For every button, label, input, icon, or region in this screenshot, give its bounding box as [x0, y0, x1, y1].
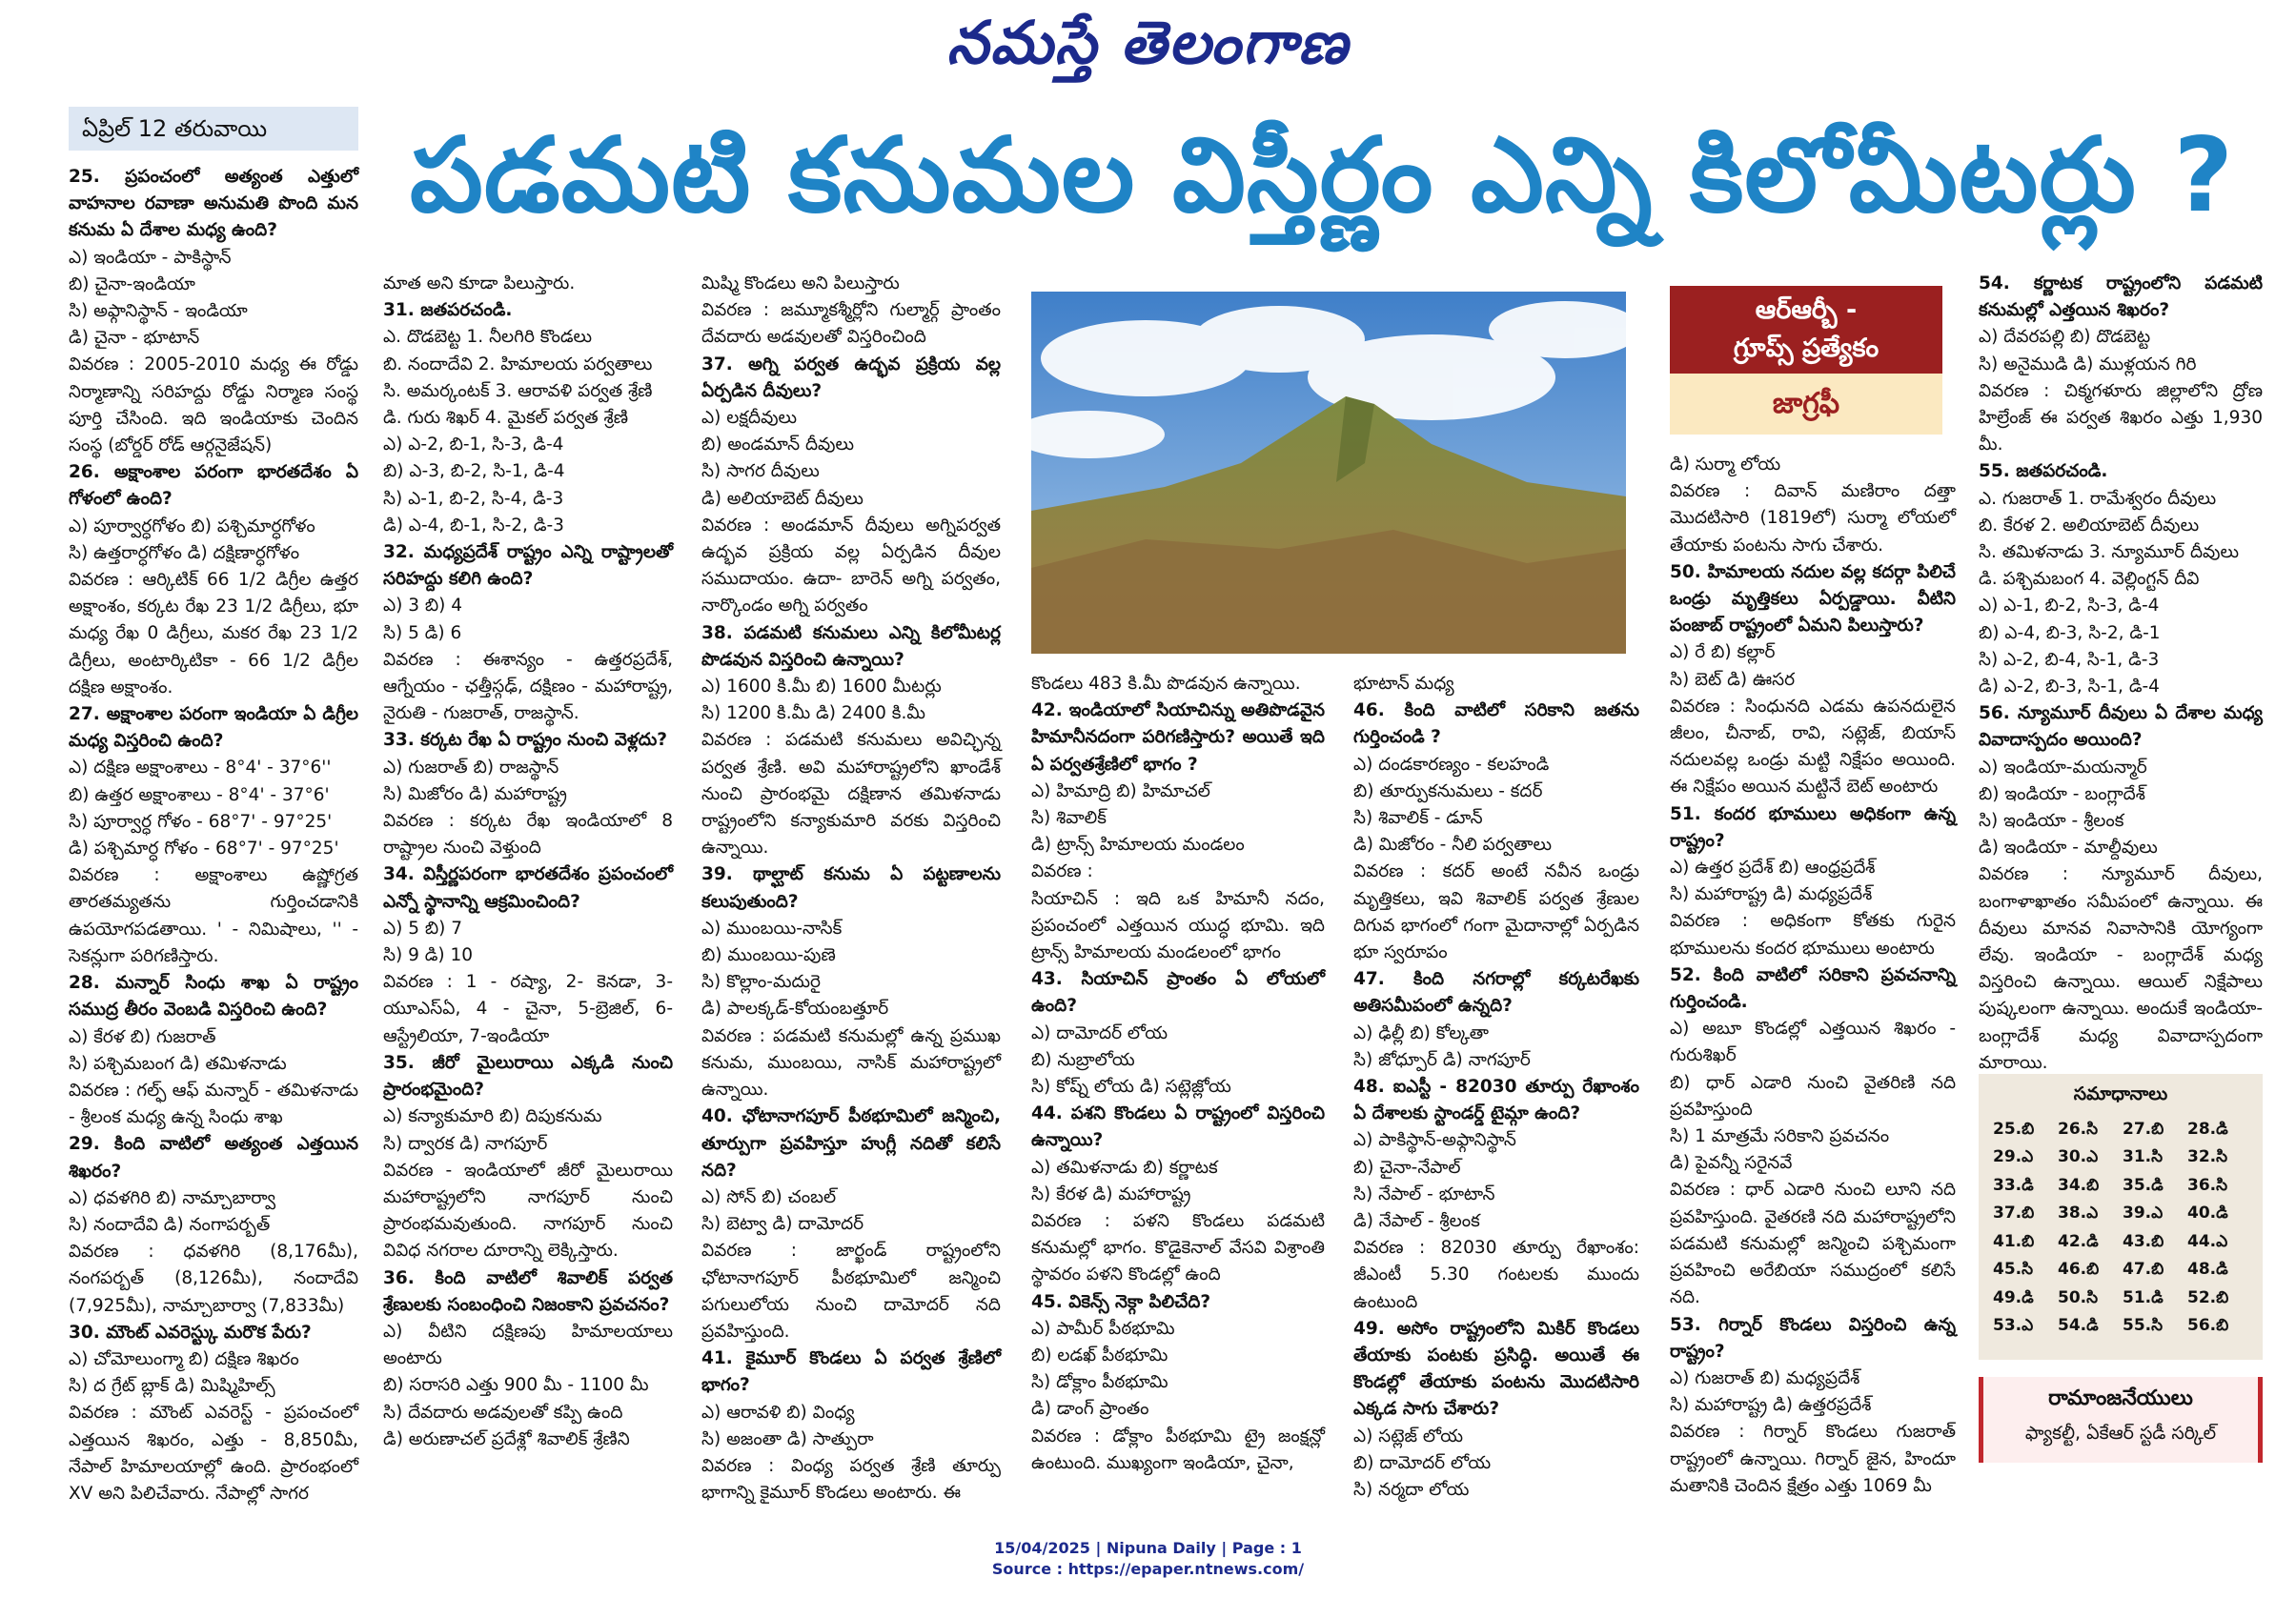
answer-cell: 33.డి — [1993, 1175, 2034, 1195]
question-line: సి) 5 డి) 6 — [383, 622, 462, 643]
question-line: సి) కొల్లాం-మదురై — [701, 972, 821, 993]
column-3 — [701, 271, 1001, 1504]
question-line: సి) ద గ్రేట్ బ్లాక్ డి) మిష్మిహిల్స్ — [69, 1376, 275, 1397]
answer-cell: 44.ఎ — [2187, 1231, 2228, 1251]
answer-cell: 46.బి — [2058, 1260, 2100, 1280]
question-line: ఎ) సట్లెజ్ లోయ — [1353, 1426, 1464, 1446]
question-line: ఎ) దేవరపల్లి బి) దొడబెట్ట — [1979, 327, 2151, 348]
question-line: సి. అమర్కంటక్ 3. ఆరావళి పర్వత శ్రేణి — [383, 380, 653, 401]
question-line: 51. కందర భూములు అధికంగా ఉన్న రాష్ట్రం? — [1670, 803, 1956, 851]
question-line: సి) అనైముడి డి) ముళ్లయన గిరి — [1979, 354, 2197, 374]
question-line: 44. పశని కొండలు ఏ రాష్ట్రంలో విస్తరించి ఉన్నాయి? — [1031, 1103, 1325, 1151]
question-line: ఎ) ఇండియా - పాకిస్థాన్ — [69, 247, 232, 268]
question-line: ఎ) రే బి) కల్లార్ — [1670, 642, 1776, 663]
author-box — [1979, 1377, 2263, 1463]
question-line: ఎ) ఎ-2, బి-1, సి-3, డి-4 — [383, 435, 564, 455]
question-line: 31. జతపరచండి. — [383, 300, 513, 321]
answer-row — [1992, 1173, 2251, 1202]
answer-cell: 56.బి — [2187, 1316, 2229, 1336]
question-line: సి) కోష్న్ లోయ డి) సట్లెజ్లోయ — [1031, 1077, 1231, 1098]
question-line: డి) పాలక్కడ్-కోయంబత్తూర్ — [701, 999, 889, 1020]
answer-cell: 47.బి — [2123, 1260, 2164, 1280]
question-line: 43. సియాచిన్ ప్రాంతం ఏ లోయలో ఉంది? — [1031, 969, 1325, 1017]
question-line: 35. జీరో మైలురాయి ఎక్కడి నుంచి ప్రారంభమైంది? — [383, 1052, 673, 1101]
question-line: ఎ) అబూ కొండల్లో ఎత్తయిన శిఖరం - గురుశిఖర్ — [1670, 1019, 1956, 1066]
question-line: సి) మహారాష్ట్ర డి) ఉత్తరప్రదేశ్ — [1670, 1395, 1872, 1416]
question-line: 32. మధ్యప్రదేశ్ రాష్ట్రం ఎన్ని రాష్ట్రాలతో సరిహద్దు కలిగి ఉంది? — [383, 542, 673, 590]
question-line: బి) అండమాన్ దీవులు — [701, 435, 854, 455]
question-line: సి) ఎ-2, బి-4, సి-1, డి-3 — [1979, 649, 2160, 670]
question-line: వివరణ : 2005-2010 మధ్య ఈ రోడ్డు నిర్మాణాన్ని సరిహద్దు రోడ్డు నిర్మాణ సంస్థ పూర్తి చేసింది. ఇది ఇండియాకు చెందిన సంస్థ (బోర్డర్ రోడ్ ఆర్గనైజేషన్) — [69, 354, 358, 456]
question-line: సి) నర్మదా లోయ — [1353, 1480, 1470, 1501]
answer-cell: 26.సి — [2058, 1119, 2099, 1139]
answer-cell: 53.ఎ — [1993, 1316, 2034, 1336]
question-line: సి) దేవదారు అడవులతో కప్పి ఉంది — [383, 1402, 623, 1423]
question-line: బి) ఎ-4, బి-3, సి-2, డి-1 — [1979, 622, 2161, 643]
question-line: బి) సరాసరి ఎత్తు 900 మీ - 1100 మీ — [383, 1375, 649, 1396]
question-line: డి) ఇండియా - మాల్దీవులు — [1979, 838, 2158, 859]
question-line: ఎ) కన్యాకుమారి బి) దిపుకనుమ — [383, 1106, 602, 1127]
question-line: వివరణ : అక్షాంశాలు ఉష్ణోగ్రత తారతమ్యతను గుర్తించడానికి ఉపయోగపడతాయి. ' - నిమిషాలు, '' - సెకన్లుగా పరిగణిస్తారు. — [69, 865, 358, 966]
answer-cell: 55.సి — [2123, 1316, 2164, 1336]
question-line: సి) కేరళ డి) మహారాష్ట్ర — [1031, 1183, 1191, 1204]
answer-cell: 43.బి — [2123, 1231, 2164, 1251]
question-line: బి) దామోదర్ లోయ — [1353, 1452, 1492, 1473]
question-line: 56. న్యూమూర్ దీవులు ఏ దేశాల మధ్య వివాదాస్పదం అయింది? — [1979, 703, 2263, 751]
question-line: ఎ) ధవళగిరి బి) నామ్చాబార్వా — [69, 1187, 276, 1208]
question-line: వివరణ : అండమాన్ దీవులు అగ్నిపర్వత ఉద్భవ ప్రక్రియ వల్ల ఏర్పడిన దీవుల సముదాయం. ఉదా- బారెన్ అగ్ని పర్వతం, నార్కొండం అగ్ని పర్వతం — [701, 515, 1001, 617]
question-line: సి) ద్వారక డి) నాగపూర్ — [383, 1133, 548, 1154]
answer-row — [1992, 1229, 2251, 1258]
answer-cell: 54.డి — [2058, 1316, 2099, 1336]
question-line: ఎ) 3 బి) 4 — [383, 596, 463, 617]
footer-date: 15/04/2025 | Nipuna Daily | Page : 1 — [994, 1539, 1302, 1557]
answer-key — [1979, 1074, 2263, 1360]
footer-source: Source : https://epaper.ntnews.com/ — [991, 1560, 1305, 1578]
question-line: 46. కింది వాటిలో సరికాని జతను గుర్తించండి ? — [1353, 700, 1639, 748]
answer-cell: 36.సి — [2187, 1175, 2228, 1195]
answer-cell: 37.బి — [1993, 1204, 2035, 1224]
question-line: 42. ఇండియాలో సియాచిన్ను అతిపొడవైన హిమానీనదంగా పరిగణిస్తారు? అయితే ఇది ఏ పర్వతశ్రేణిలో భాగం ? — [1031, 700, 1325, 775]
answer-cell: 40.డి — [2187, 1204, 2228, 1224]
question-line: ఎ) పాకిస్థాన్-అఫ్గానిస్థాన్ — [1353, 1130, 1516, 1151]
question-line: వివరణ : మౌంట్ ఎవరెస్ట్ - ప్రపంచంలో ఎత్తయిన శిఖరం, ఎత్తు - 8,850మీ, నేపాల్ హిమాలయాల్లో ఉంది. ప్రారంభంలో XV అని పిలిచేవారు. నేపాల్లో సాగర — [69, 1403, 358, 1504]
question-line: సి) పశ్చిమబంగ డి) తమిళనాడు — [69, 1053, 287, 1074]
question-line: డి) డాంగ్ ప్రాంతం — [1031, 1399, 1149, 1420]
question-line: బి) ధార్ ఎడారి నుంచి వైతరిణి నది ప్రవహిస్తుంది — [1670, 1072, 1956, 1120]
answer-cell: 30.ఎ — [2058, 1147, 2099, 1167]
masthead: నమస్తే తెలంగాణ — [946, 8, 1350, 77]
question-line: బి) ఎ-3, బి-2, సి-1, డి-4 — [383, 461, 565, 482]
question-line: ఎ) హిమాద్రి బి) హిమాచల్ — [1031, 780, 1210, 801]
question-line: ఎ) 1600 కి.మీ బి) 1600 మీటర్లు — [701, 677, 942, 698]
question-line: ఎ) ఇండియా-మయన్మార్ — [1979, 757, 2147, 778]
question-line: ఎ. దొడబెట్ట 1. నీలగిరి కొండలు — [383, 327, 593, 348]
answer-cell: 35.డి — [2123, 1175, 2164, 1195]
question-line: సియాచిన్ : ఇది ఒక హిమానీ నదం, ప్రపంచంలో ఎత్తయిన యుద్ధ భూమి. ఇది ట్రాన్స్ హిమాలయ మండలంలో భాగం — [1031, 888, 1325, 963]
question-line: ఎ) వీటిని దక్షిణపు హిమాలయాలు అంటారు — [383, 1321, 673, 1369]
answer-row — [1992, 1258, 2251, 1286]
question-line: సి) బెట్ డి) ఊసర — [1670, 669, 1796, 690]
question-line: 48. ఐఎస్టీ - 82030 తూర్పు రేఖాంశం ఏ దేశాలకు స్టాండర్డ్ టైమ్గా ఉంది? — [1353, 1077, 1639, 1124]
question-line: డి) చైనా - భూటాన్ — [69, 328, 200, 349]
question-line: వివరణ : 82030 తూర్పు రేఖాంశం: జీఎంటీ 5.30 గంటలకు ముందు ఉంటుంది — [1353, 1238, 1639, 1312]
question-line: వివరణ : న్యూమూర్ దీవులు, బంగాళాఖాతం సమీపంలో ఉన్నాయి. ఈ దీవులు మానవ నివాసానికి యోగ్యంగా లేవు. ఇండియా - బంగ్లాదేశ్ మధ్య విస్తరించి ఉన్నాయి. ఆయిల్ నిక్షేపాలు పుష్కలంగా ఉన్నాయి. అందుకే ఇండియా-బంగ్లాదేశ్ మధ్య వివాదాస్పదంగా మారాయి. — [1979, 864, 2263, 1073]
column-6 — [1670, 452, 1956, 1496]
question-line: వివరణ : గిర్నార్ కొండలు గుజరాత్ రాష్ట్రంలో ఉన్నాయి. గిర్నార్ జైన, హిందూ మతానికి చెందిన క్షేత్రం ఎత్తు 1069 మీ — [1670, 1422, 1956, 1496]
question-line: ఎ) ఎ-1, బి-2, సి-3, డి-4 — [1979, 596, 2160, 617]
question-line: 49. అసోం రాష్ట్రంలోని మికిర్ కొండలు తేయాకు పంటకు ప్రసిద్ధి. అయితే ఈ కొండల్లో తేయాకు పంటను మొదటిసారి ఎక్కడ సాగు చేశారు? — [1353, 1318, 1639, 1420]
question-line: వివరణ : జార్ఖండ్ రాష్ట్రంలోని ఛోటానాగపూర్ పీఠభూమిలో జన్మించి పగులులోయ నుంచి దామోదర్ నది ప్రవహిస్తుంది. — [701, 1241, 1001, 1342]
question-line: బి) ముంబయి-పుణె — [701, 945, 836, 966]
question-line: వివరణ : పళని కొండలు పడమటి కనుమల్లో భాగం. కొడైకెనాల్ వేసవి విశ్రాంతి స్థావరం పళని కొండల్లో ఉంది — [1031, 1211, 1325, 1285]
question-line: సి) అజంతా డి) సాత్పురా — [701, 1428, 874, 1449]
question-line: డి) పశ్చిమార్ధ గోళం - 68°7' - 97°25' — [69, 839, 339, 860]
question-line: సి) శివాలిక్ - డూన్ — [1353, 808, 1483, 829]
question-line: వివరణ : ధవళగిరి (8,176మీ), నంగపర్బత్ (8,126మీ), నందాదేవి (7,925మీ), నామ్చాబార్వా (7,833మీ) — [69, 1242, 358, 1316]
question-line: 53. గిర్నార్ కొండలు విస్తరించి ఉన్న రాష్ట్రం? — [1670, 1314, 1956, 1362]
question-line: వివరణ : పడమటి కనుమల్లో ఉన్న ప్రముఖ కనుమ, ముంబయి, నాసిక్ మహారాష్ట్రలో ఉన్నాయి. — [701, 1025, 1001, 1101]
question-line: 27. అక్షాంశాల పరంగా ఇండియా ఏ డిగ్రీల మధ్య విస్తరించి ఉంది? — [69, 704, 358, 752]
question-line: వివరణ : కర్కట రేఖ ఇండియాలో 8 రాష్ట్రాల నుంచి వెళ్తుంది — [383, 811, 673, 859]
question-line: వివరణ : ఆర్కిటిక్ 66 1/2 డిగ్రీల ఉత్తర అక్షాంశం, కర్కట రేఖ 23 1/2 డిగ్రీలు, భూ మధ్య రేఖ 0 డిగ్రీలు, మకర రేఖ 23 1/2 డిగ్రీలు, అంటార్కిటికా - 66 1/2 డిగ్రీల దక్షిణ అక్షాంశం. — [69, 570, 358, 698]
question-line: సి) ఎ-1, బి-2, సి-4, డి-3 — [383, 488, 564, 509]
question-line: సి) 1200 కి.మీ డి) 2400 కి.మీ — [701, 703, 925, 724]
question-line: వివరణ : ధార్ ఎడారి నుంచి లూని నది ప్రవహిస్తుంది. వైతరణి నది మహారాష్ట్రలోని పడమటి కనుమల్లో జన్మించి పశ్చిమంగా ప్రవహించి అరేబియా సముద్రంలో కలిసే నది. — [1670, 1180, 1956, 1308]
answer-cell: 27.బి — [2123, 1119, 2164, 1139]
question-line: వివరణ : అధికంగా కోతకు గురైన భూములను కందర భూములు అంటారు — [1670, 911, 1956, 959]
question-line: సి) మహారాష్ట్ర డి) మధ్యప్రదేశ్ — [1670, 884, 1873, 905]
question-line: 50. హిమాలయ నదుల వల్ల కదర్గా పిలిచే ఒండ్రు మృత్తికలు ఏర్పడ్డాయి. వీటిని పంజాబ్ రాష్ట్రంలో ఏమని పిలుస్తారు? — [1670, 561, 1956, 637]
question-line: సి) నందాదేవి డి) నంగాపర్బత్ — [69, 1214, 271, 1235]
question-line: ఎ) ముంబయి-నాసిక్ — [701, 918, 843, 939]
question-line: ఎ) 5 బి) 7 — [383, 918, 463, 939]
answer-row — [1992, 1145, 2251, 1174]
mountain-photo — [1031, 292, 1626, 654]
mountain-photo-art — [1031, 292, 1626, 654]
question-line: డి. పశ్చిమబంగ 4. వెల్లింగ్టన్ దీవి — [1979, 569, 2200, 590]
question-line: సి) బెట్వా డి) దామోదర్ — [701, 1214, 864, 1235]
question-line: 40. ఛోటానాగపూర్ పీఠభూమిలో జన్మించి, తూర్పుగా ప్రవహిస్తూ హుగ్లీ నదితో కలిసే నది? — [701, 1106, 1001, 1181]
question-line: డి) నేపాల్ - శ్రీలంక — [1353, 1211, 1480, 1232]
question-line: ఎ) కేరళ బి) గుజరాత్ — [69, 1026, 216, 1047]
question-line: వివరణ : డోక్లాం పీఠభూమి ట్రై జంక్షన్లో ఉంటుంది. ముఖ్యంగా ఇండియా, చైనా, — [1031, 1426, 1325, 1473]
answer-cell: 29.ఎ — [1993, 1147, 2034, 1167]
answer-cell: 52.బి — [2187, 1287, 2229, 1307]
question-line: 28. మన్నార్ సింధు శాఖ ఏ రాష్ట్రం సముద్ర తీరం వెంబడి విస్తరించి ఉంది? — [69, 973, 358, 1021]
headline: పడమటి కనుమల విస్తీర్ణం ఎన్ని కిలోమీటర్లు ? — [410, 116, 2235, 235]
question-line: వివరణ : 1 - రష్యా, 2- కెనడా, 3-యూఎస్ఏ, 4 - చైనా, 5-బ్రెజిల్, 6-ఆస్ట్రేలియా, 7-ఇండియా — [383, 972, 673, 1046]
answer-row — [1992, 1202, 2251, 1230]
question-line: డి) మిజోరం - నీలి పర్వతాలు — [1353, 835, 1553, 856]
question-line: ఎ) సోన్ బి) చంబల్ — [701, 1186, 837, 1207]
column-4 — [1031, 671, 1325, 1473]
question-line: సి) 9 డి) 10 — [383, 945, 474, 966]
question-line: ఎ) దండకారణ్యం - కలహండి — [1353, 754, 1550, 775]
exam-banner-line1: ఆర్ఆర్బీ - — [1755, 295, 1858, 325]
answer-cell: 51.డి — [2123, 1287, 2164, 1307]
question-line: వివరణ : ఈశాన్యం - ఉత్తరప్రదేశ్, ఆగ్నేయం - ఛత్తీస్గఢ్, దక్షిణం - మహారాష్ట్ర, నైరుతి - గుజరాత్, రాజస్థాన్. — [383, 649, 673, 724]
question-line: 41. కైమూర్ కొండలు ఏ పర్వత శ్రేణిలో భాగం? — [701, 1348, 1001, 1396]
question-line: డి) ఎ-4, బి-1, సి-2, డి-3 — [383, 515, 564, 536]
question-line: ఎ) ఆరావళి బి) వింధ్య — [701, 1402, 855, 1423]
question-line: డి) ట్రాన్స్ హిమాలయ మండలం — [1031, 835, 1245, 856]
question-line: 39. థాల్ఘాట్ కనుమ ఏ పట్టణాలను కలుపుతుంది? — [701, 864, 1001, 912]
question-line: సి) జోధ్పూర్ డి) నాగపూర్ — [1353, 1049, 1531, 1070]
question-line: 26. అక్షాంశాల పరంగా భారతదేశం ఏ గోళంలో ఉంది? — [69, 462, 358, 510]
question-line: ఎ) గుజరాత్ బి) మధ్యప్రదేశ్ — [1670, 1367, 1860, 1388]
question-line: సి) డోక్లాం పీఠభూమి — [1031, 1372, 1168, 1393]
question-line: సి. తమిళనాడు 3. న్యూమూర్ దీవులు — [1979, 542, 2240, 563]
question-line: కొండలు 483 కి.మీ పొడవున ఉన్నాయి. — [1031, 674, 1301, 694]
answer-cell: 45.సి — [1993, 1260, 2034, 1280]
question-line: 36. కింది వాటిలో శివాలిక్ పర్వత శ్రేణులకు సంబంధించి నిజంకాని ప్రవచనం? — [383, 1267, 673, 1315]
question-line: బి) లడఖ్ పీఠభూమి — [1031, 1345, 1168, 1366]
question-line: బి. నందాదేవి 2. హిమాలయ పర్వతాలు — [383, 354, 653, 374]
question-line: మిష్మి కొండలు అని పిలుస్తారు — [701, 273, 900, 293]
question-line: 30. మౌంట్ ఎవరెస్ట్కు మరొక పేరు? — [69, 1322, 312, 1343]
question-line: వివరణ : చిక్మగళూరు జిల్లాలోని ద్రోణ హిల్రేంజ్ ఈ పర్వత శిఖరం ఎత్తు 1,930 మీ. — [1979, 380, 2263, 455]
question-line: బి) నుబ్రాలోయ — [1031, 1049, 1135, 1070]
answer-key-title: సమాధానాలు — [2073, 1083, 2168, 1104]
question-line: ఎ) గుజరాత్ బి) రాజస్థాన్ — [383, 757, 559, 778]
exam-banner — [1670, 286, 1942, 374]
question-line: ఎ) తమిళనాడు బి) కర్ణాటక — [1031, 1157, 1218, 1178]
question-line: 45. వికెన్స్ నెక్గా పిలిచేది? — [1031, 1291, 1211, 1312]
question-line: సి) నేపాల్ - భూటాన్ — [1353, 1183, 1495, 1204]
column-7 — [1979, 271, 2263, 1073]
question-line: 38. పడమటి కనుమలు ఎన్ని కిలోమీటర్ల పొడవున విస్తరించి ఉన్నాయి? — [701, 622, 1001, 670]
question-line: బి) చైనా-నేపాల్ — [1353, 1157, 1461, 1178]
question-line: వివరణ : సింధునది ఎడమ ఉపనదులైన జీలం, చీనాబ్, రావి, సట్లెజ్, బియాస్ నదులవల్ల ఒండ్రు మట్టి నిక్షేపం అయింది. ఈ నిక్షేపం అయిన మట్టినే బెట్ అంటారు — [1670, 696, 1956, 798]
column-2 — [383, 271, 673, 1449]
question-line: ఎ) దక్షిణ అక్షాంశాలు - 8°4' - 37°6'' — [69, 758, 332, 779]
question-line: బి. కేరళ 2. అలియాబెట్ దీవులు — [1979, 515, 2200, 536]
answer-key-table — [1992, 1117, 2251, 1342]
answer-row — [1992, 1314, 2251, 1343]
question-line: మాత అని కూడా పిలుస్తారు. — [383, 273, 576, 293]
question-line: సి) మిజోరం డి) మహారాష్ట్ర — [383, 783, 567, 804]
question-line: సి) ఉత్తరార్ధగోళం డి) దక్షిణార్ధగోళం — [69, 542, 300, 563]
question-line: 37. అగ్ని పర్వత ఉద్భవ ప్రక్రియ వల్ల ఏర్పడిన దీవులు? — [701, 354, 1001, 401]
question-line: భూటాన్ మధ్య — [1353, 674, 1454, 694]
question-line: వివరణ : దివాన్ మణిరాం దత్తా మొదటిసారి (1819లో) సుర్మా లోయలో తేయాకు పంటను సాగు చేశారు. — [1670, 481, 1956, 556]
question-line: సి) 1 మాత్రమే సరికాని ప్రవచనం — [1670, 1126, 1890, 1147]
question-line: వివరణ : పడమటి కనుమలు అవిచ్ఛిన్న పర్వత శ్రేణి. అవి మహారాష్ట్రలోని ఖాండేశ్ నుంచి ప్రారంభమై దక్షిణాన తమిళనాడు రాష్ట్రంలోని కన్యాకుమారి వరకు విస్తరించి ఉన్నాయి. — [701, 730, 1001, 859]
question-line: బి) ఇండియా - బంగ్లాదేశ్ — [1979, 783, 2145, 804]
question-line: సి) సాగర దీవులు — [701, 461, 820, 482]
answer-cell: 39.ఎ — [2123, 1204, 2164, 1224]
question-line: 54. కర్ణాటక రాష్ట్రంలోని పడమటి కనుమల్లో ఎత్తయిన శిఖరం? — [1979, 273, 2263, 321]
question-line: సి) ఇండియా - శ్రీలంక — [1979, 811, 2124, 832]
question-line: ఎ) పామీర్ పీఠభూమి — [1031, 1318, 1175, 1339]
question-line: డి) అలియాబెట్ దీవులు — [701, 488, 864, 509]
question-line: బి) చైనా-ఇండియా — [69, 273, 195, 294]
question-line: ఎ) దామోదర్ లోయ — [1031, 1022, 1168, 1043]
author-designation: ఫ్యాకల్టీ, ఏకేఆర్ స్టడీ సర్కిల్ — [2024, 1423, 2217, 1444]
question-line: ఎ) ఉత్తర ప్రదేశ్ బి) ఆంధ్రప్రదేశ్ — [1670, 858, 1876, 879]
question-line: 47. కింది నగరాల్లో కర్కటరేఖకు అతిసమీపంలో ఉన్నది? — [1353, 969, 1639, 1017]
question-line: డి) అరుణాచల్ ప్రదేశ్లో శివాలిక్ శ్రేణిని — [383, 1428, 630, 1449]
question-line: 33. కర్కట రేఖ ఏ రాష్ట్రం నుంచి వెళ్లదు? — [383, 730, 667, 751]
answer-cell: 50.సి — [2058, 1287, 2099, 1307]
question-line: 34. విస్తీర్ణపరంగా భారతదేశం ప్రపంచంలో ఎన్నో స్థానాన్ని ఆక్రమించింది? — [383, 864, 673, 912]
question-line: వివరణ : కదర్ అంటే నవీన ఒండ్రు మృత్తికలు, ఇవి శివాలిక్ పర్వత శ్రేణుల దిగువ భాగంలో గంగా మైదానాల్లో ఏర్పడిన భూ స్వరూపం — [1353, 861, 1639, 963]
question-line: ఎ) చోమోలుంగ్మా బి) దక్షిణ శిఖరం — [69, 1348, 299, 1369]
question-line: 29. కింది వాటిలో అత్యంత ఎత్తయిన శిఖరం? — [69, 1134, 358, 1182]
question-line: సి) అఫ్గానిస్థాన్ - ఇండియా — [69, 301, 248, 322]
question-line: వివరణ - ఇండియాలో జీరో మైలురాయి మహారాష్ట్రలోని నాగపూర్ నుంచి ప్రారంభమవుతుంది. నాగపూర్ నుంచి వివిధ నగరాల దూరాన్ని లెక్కిస్తారు. — [383, 1160, 673, 1262]
answer-cell: 31.సి — [2123, 1147, 2164, 1167]
answer-cell: 38.ఎ — [2058, 1204, 2099, 1224]
question-line: వివరణ : జమ్మూకశ్మీర్లోని గుల్మార్గ్ ప్రాంతం దేవదారు అడవులతో విస్తరించింది — [701, 300, 1001, 348]
answer-row — [1992, 1285, 2251, 1314]
answer-row — [1992, 1117, 2251, 1145]
question-line: ఎ) లక్షదీవులు — [701, 408, 798, 429]
footer — [0, 1538, 2296, 1580]
question-line: ఎ) పూర్వార్ధగోళం బి) పశ్చిమార్ధగోళం — [69, 516, 315, 536]
answer-cell: 32.సి — [2187, 1147, 2228, 1167]
continuation-tag: ఏప్రిల్ 12 తరువాయి — [69, 107, 358, 151]
author-name: రామాంజనేయులు — [2048, 1386, 2193, 1410]
answer-cell: 49.డి — [1993, 1287, 2034, 1307]
question-line: వివరణ : — [1031, 861, 1093, 882]
answer-cell: 48.డి — [2187, 1260, 2228, 1280]
answer-cell: 34.బి — [2058, 1175, 2100, 1195]
subject-banner: జాగ్రఫీ — [1670, 374, 1942, 435]
question-line: ఎ) ఢిల్లీ బి) కోల్కతా — [1353, 1022, 1489, 1043]
column-5 — [1353, 671, 1639, 1501]
question-line: వివరణ : గల్ఫ్ ఆఫ్ మన్నార్ - తమిళనాడు - శ్రీలంక మధ్య ఉన్న సింధు శాఖ — [69, 1080, 358, 1128]
answer-cell: 28.డి — [2187, 1119, 2228, 1139]
question-line: బి) తూర్పుకనుమలు - కదర్ — [1353, 780, 1543, 801]
answer-cell: 41.బి — [1993, 1231, 2035, 1251]
question-line: 25. ప్రపంచంలో అత్యంత ఎత్తులో వాహనాల రవాణా అనుమతి పొంది మన కనుమ ఏ దేశాల మధ్య ఉంది? — [69, 167, 358, 241]
question-line: డి) ఎ-2, బి-3, సి-1, డి-4 — [1979, 677, 2160, 698]
answer-cell: 25.బి — [1993, 1119, 2035, 1139]
question-line: 52. కింది వాటిలో సరికాని ప్రవచనాన్ని గుర్తించండి. — [1670, 964, 1956, 1013]
column-1 — [69, 164, 358, 1504]
question-line: వివరణ : వింధ్య పర్వత శ్రేణి తూర్పు భాగాన్ని కైమూర్ కొండలు అంటారు. ఈ — [701, 1455, 1001, 1504]
question-line: 55. జతపరచండి. — [1979, 461, 2108, 482]
exam-banner-line2: గ్రూప్స్ ప్రత్యేకం — [1733, 334, 1879, 363]
question-line: డి) సుర్మా లోయ — [1670, 455, 1781, 475]
answer-cell: 42.డి — [2058, 1231, 2099, 1251]
question-line: డి) పైవన్నీ సరైనవే — [1670, 1153, 1793, 1174]
question-line: సి) శివాలిక్ — [1031, 808, 1107, 829]
question-line: ఎ. గుజరాత్ 1. రామేశ్వరం దీవులు — [1979, 488, 2217, 509]
question-line: సి) పూర్వార్ధ గోళం - 68°7' - 97°25' — [69, 811, 333, 832]
question-line: డి. గురు శిఖర్ 4. మైకల్ పర్వత శ్రేణి — [383, 408, 628, 429]
question-line: బి) ఉత్తర అక్షాంశాలు - 8°4' - 37°6' — [69, 784, 330, 805]
